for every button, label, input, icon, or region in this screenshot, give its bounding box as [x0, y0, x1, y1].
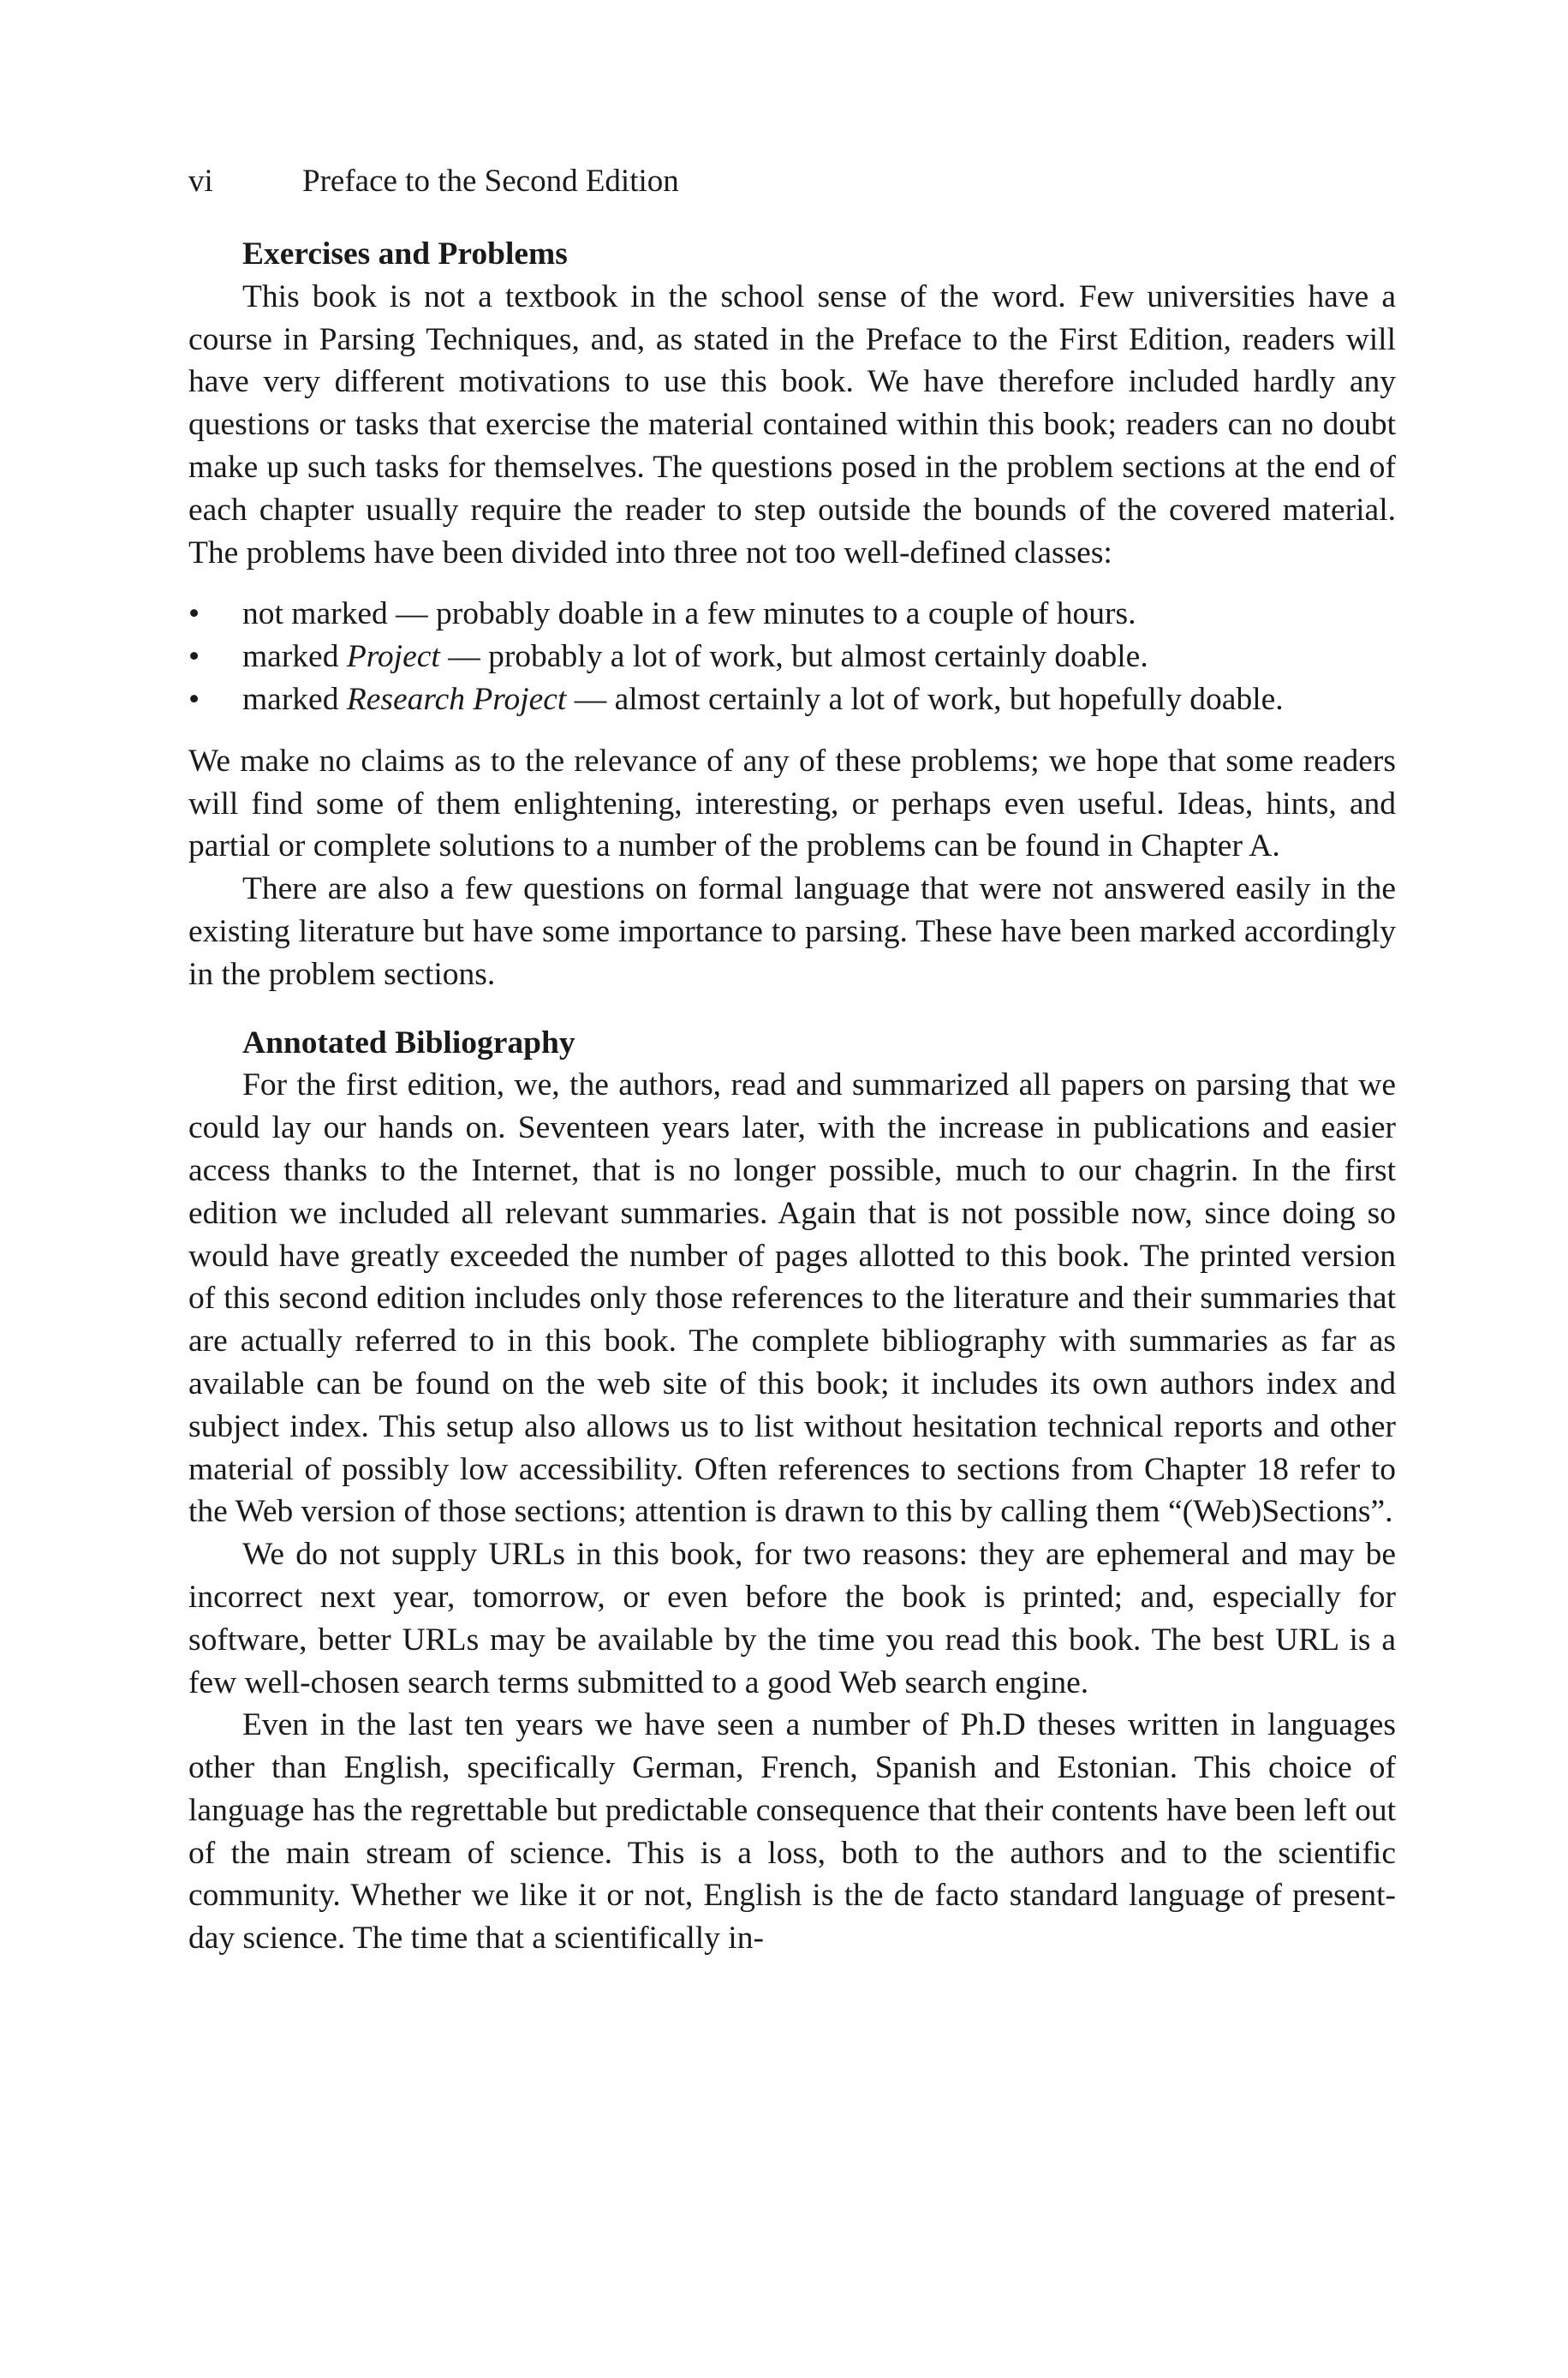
bibliography-heading: Annotated Bibliography	[242, 1025, 575, 1061]
bibliography-paragraph-3: Even in the last ten years we have seen a number of Ph.D theses written in languages other than English, specifically German, French, Spanish and Estonian. This choice of language has the regrettable but predictable consequence that their contents have been left out of the main stream of science. This is a loss, both to the authors and to the scientific community. Whether we like it or not, English is the de facto standard language of present-day science. The time that a scientifically in-	[188, 1707, 1396, 1957]
exercises-formal-language-paragraph: There are also a few questions on formal language that were not answered easily in the existing literature but have some importance to parsing. These have been marked accordingly in the problem sections.	[188, 871, 1396, 992]
running-title: Preface to the Second Edition	[302, 164, 679, 199]
list-item-text-tail: — probably a lot of work, but almost certainly doable.	[439, 639, 1148, 675]
problem-classes-list	[188, 593, 1396, 720]
bullet-icon: •	[188, 639, 200, 675]
page-number: vi	[188, 164, 213, 199]
page-body	[188, 233, 1396, 1960]
list-item-text: not marked — probably doable in a few minutes to a couple of hours.	[242, 596, 1136, 632]
list-item	[188, 636, 1396, 678]
list-item-text-tail: — almost certainly a lot of work, but hopefully doable.	[566, 681, 1284, 717]
list-item-italic: Project	[346, 639, 440, 675]
bullet-icon: •	[188, 596, 200, 632]
exercises-intro-paragraph: This book is not a textbook in the school sense of the word. Few universities have a course in Parsing Techniques, and, as stated in the Preface to the First Edition, readers will have very different motivations to use this book. We have therefore included hardly any questions or tasks that exercise the material contained within this book; readers can no doubt make up such tasks for themselves. The questions posed in the problem sections at the end of each chapter usually require the reader to step outside the bounds of the covered material. The problems have been divided into three not too well-defined classes:	[188, 278, 1396, 571]
bibliography-paragraph-1: For the first edition, we, the authors, read and summarized all papers on parsing that we could lay our hands on. Seventeen years later, with the increase in publications and easier access thanks to the Internet, that is no longer possible, much to our chagrin. In the first edition we included all relevant summaries. Again that is not possible now, since doing so would have greatly exceeded the number of pages allotted to this book. The printed version of this second edition includes only those references to the literature and their summaries that are actually referred to in this book. The complete bibliography with summaries as far as available can be found on the web site of this book; it includes its own authors index and subject index. This setup also allows us to list without hesitation technical reports and other material of possibly low accessibility. Often references to sections from Chapter 18 refer to the Web version of those sections; attention is drawn to this by calling them “(Web)Sections”.	[188, 1067, 1396, 1530]
bibliography-paragraph-2: We do not supply URLs in this book, for two reasons: they are ephemeral and may be incorrect next year, tomorrow, or even before the book is printed; and, especially for software, better URLs may be available by the time you read this book. The best URL is a few well-chosen search terms submitted to a good Web search engine.	[188, 1537, 1396, 1700]
list-item-text: marked	[242, 681, 347, 717]
bibliography-section	[188, 1022, 1396, 1961]
exercises-claims-paragraph: We make no claims as to the relevance of any of these problems; we hope that some readers will find some of them enlightening, interesting, or perhaps even useful. Ideas, hints, and partial or complete solutions to a number of the problems can be found in Chapter A.	[188, 743, 1396, 864]
bullet-icon: •	[188, 681, 200, 717]
exercises-section	[188, 233, 1396, 996]
exercises-heading: Exercises and Problems	[242, 236, 568, 272]
section-spacer	[188, 996, 1396, 1022]
running-head	[188, 159, 1396, 204]
list-item-italic: Research Project	[346, 681, 567, 717]
list-item	[188, 593, 1396, 636]
list-item	[188, 678, 1396, 721]
list-item-text: marked	[242, 639, 347, 675]
